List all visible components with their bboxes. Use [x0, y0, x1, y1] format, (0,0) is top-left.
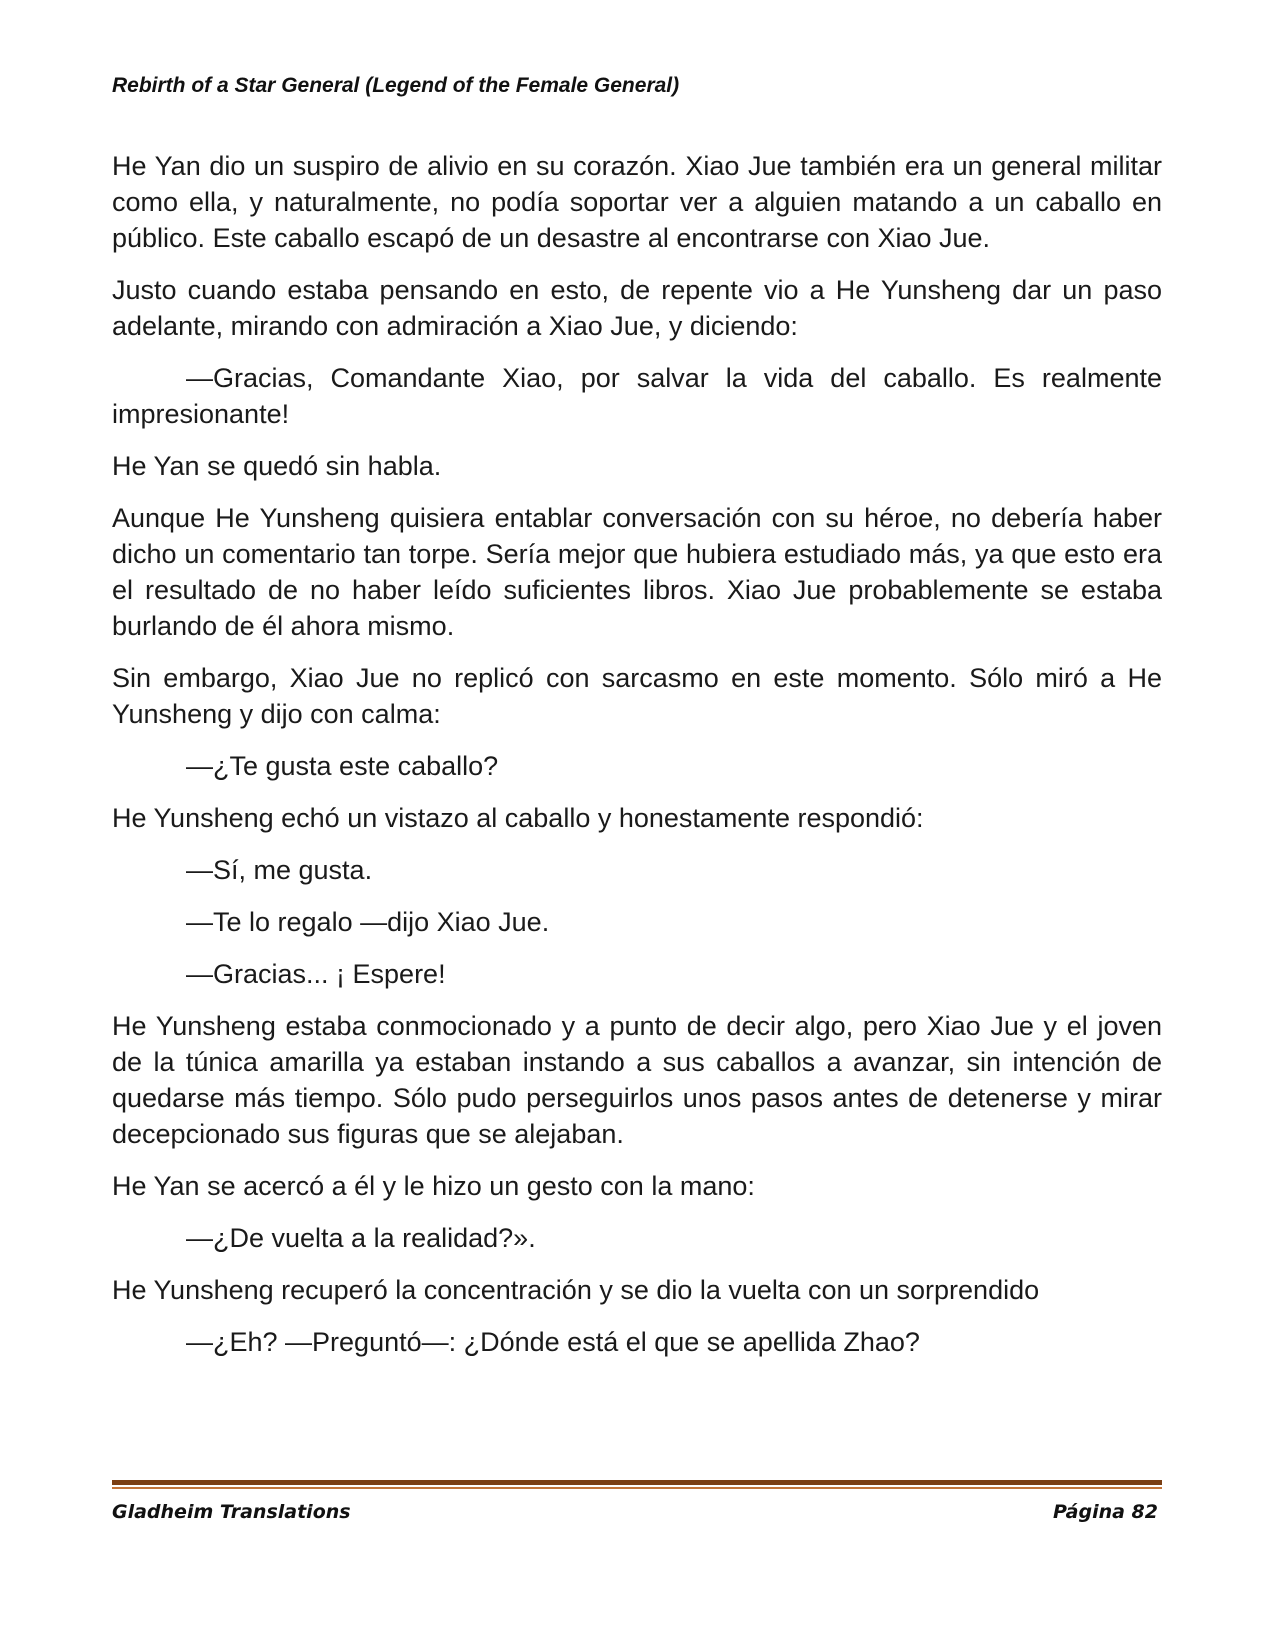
paragraph: Justo cuando estaba pensando en esto, de repente vio a He Yunsheng dar un paso adelante, mirando con admiración a Xiao Jue, y diciendo: — [112, 275, 1162, 341]
paragraph: He Yunsheng echó un vistazo al caballo y honestamente respondió: — [112, 803, 924, 833]
paragraph: Sin embargo, Xiao Jue no replicó con sarcasmo en este momento. Sólo miró a He Yunsheng y dijo con calma: — [112, 663, 1162, 729]
book-title: Rebirth of a Star General (Legend of the Female General) — [112, 74, 680, 97]
dialogue-paragraph: —Gracias, Comandante Xiao, por salvar la vida del caballo. Es realmente impresionante! — [112, 363, 1162, 429]
dialogue-paragraph: —¿Te gusta este caballo? — [186, 751, 499, 781]
footer-divider-dark-line — [112, 1480, 1162, 1485]
paragraph: He Yunsheng recuperó la concentración y se dio la vuelta con un sorprendido — [112, 1275, 1040, 1305]
paragraph: He Yan se quedó sin habla. — [112, 451, 442, 481]
dialogue-paragraph: —Gracias... ¡ Espere! — [186, 959, 446, 989]
paragraph: He Yunsheng estaba conmocionado y a punto de decir algo, pero Xiao Jue y el joven de la túnica amarilla ya estaban instando a sus caballos a avanzar, sin intención de quedarse más tiempo. Sólo pudo perseguirlos unos pasos antes de detenerse y mirar decepcionado sus figuras que se alejaban. — [112, 1011, 1162, 1149]
dialogue-paragraph: —¿Eh? —Preguntó—: ¿Dónde está el que se apellida Zhao? — [186, 1327, 920, 1357]
paragraph: Aunque He Yunsheng quisiera entablar conversación con su héroe, no debería haber dicho un comentario tan torpe. Sería mejor que hubiera estudiado más, ya que esto era el resultado de no haber leído suficientes libros. Xiao Jue probablemente se estaba burlando de él ahora mismo. — [112, 503, 1162, 641]
page-number: Página 82 — [1052, 1501, 1158, 1523]
paragraph: He Yan se acercó a él y le hizo un gesto con la mano: — [112, 1171, 755, 1201]
dialogue-paragraph: —¿De vuelta a la realidad?». — [186, 1223, 536, 1253]
dialogue-paragraph: —Te lo regalo —dijo Xiao Jue. — [186, 907, 550, 937]
dialogue-paragraph: —Sí, me gusta. — [186, 855, 373, 885]
page-footer — [112, 1497, 1162, 1527]
page-header — [112, 72, 1162, 100]
paragraph: He Yan dio un suspiro de alivio en su corazón. Xiao Jue también era un general militar como ella, y naturalmente, no podía soportar ver a alguien matando a un caballo en público. Este caballo escapó de un desastre al encontrarse con Xiao Jue. — [112, 151, 1162, 253]
page-body — [112, 148, 1162, 1376]
footer-publisher: Gladheim Translations — [112, 1501, 351, 1523]
footer-divider — [112, 1480, 1162, 1489]
footer-divider-light-line — [112, 1487, 1162, 1489]
